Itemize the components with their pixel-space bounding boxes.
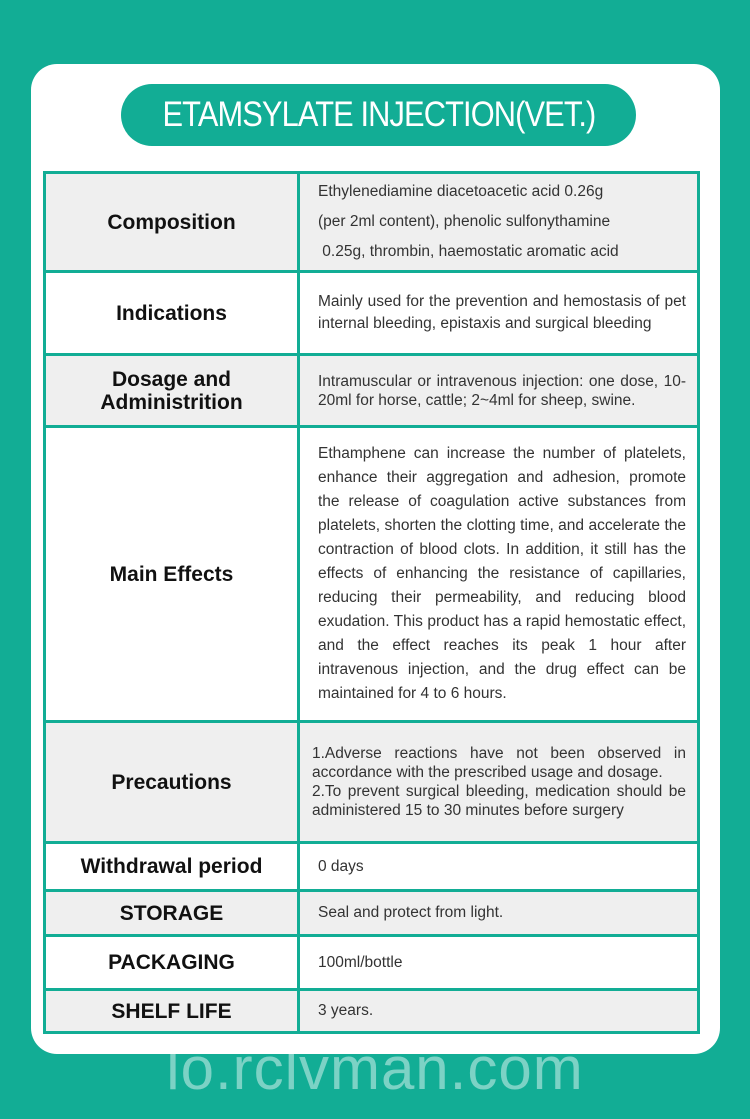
table-row [45,891,699,936]
row-value: Ethamphene can increase the number of platelets, enhance their aggregation and adhesion, promote the release of coagulation active substances from platelets, shorten the clotting time, and accelerate the contraction of blood clots. In addition, it still has the effects of enhancing the resistance of capillaries, reducing their permeability, and reducing blood exudation. This product has a rapid hemostatic effect, and the effect reaches its peak 1 hour after intravenous injection, and the drug effect can be maintained for 4 to 6 hours. [299,427,699,722]
composition-line: (per 2ml content), phenolic sulfonythamine [318,213,611,230]
row-value: Intramuscular or intravenous injection: one dose, 10-20ml for horse, cattle; 2~4ml for sheep, swine. [299,355,699,427]
watermark: lo.rclvman.com [166,1035,584,1102]
table-row [45,936,699,990]
row-value: Seal and protect from light. [299,891,699,936]
row-value [299,173,699,272]
page-title: ETAMSYLATE INJECTION(VET.) [162,95,595,134]
row-label: Composition [45,173,299,272]
title-banner [121,84,636,146]
row-value: 100ml/bottle [299,936,699,990]
table-row [45,427,699,722]
table-row [45,355,699,427]
row-label: STORAGE [45,891,299,936]
table-row [45,722,699,843]
row-value: Mainly used for the prevention and hemostasis of pet internal bleeding, epistaxis and surgical bleeding [299,272,699,355]
precaution-item: 1.Adverse reactions have not been observed in accordance with the prescribed usage and dosage. [312,745,686,781]
composition-line: Ethylenediamine diacetoacetic acid 0.26g [318,183,604,200]
table-row [45,173,699,272]
row-label: SHELF LIFE [45,990,299,1033]
row-label: PACKAGING [45,936,299,990]
composition-line: 0.25g, thrombin, haemostatic aromatic acid [318,243,619,260]
row-label: Indications [45,272,299,355]
row-label: Precautions [45,722,299,843]
row-value: 3 years. [299,990,699,1033]
precaution-item: 2.To prevent surgical bleeding, medication should be administered 15 to 30 minutes before surgery [312,783,686,819]
row-value [299,722,699,843]
table-row [45,272,699,355]
spec-table [43,171,700,1034]
row-label: Withdrawal period [45,843,299,891]
table-row [45,990,699,1033]
row-label: Main Effects [45,427,299,722]
table-row [45,843,699,891]
row-value: 0 days [299,843,699,891]
row-label: Dosage and Administrition [45,355,299,427]
